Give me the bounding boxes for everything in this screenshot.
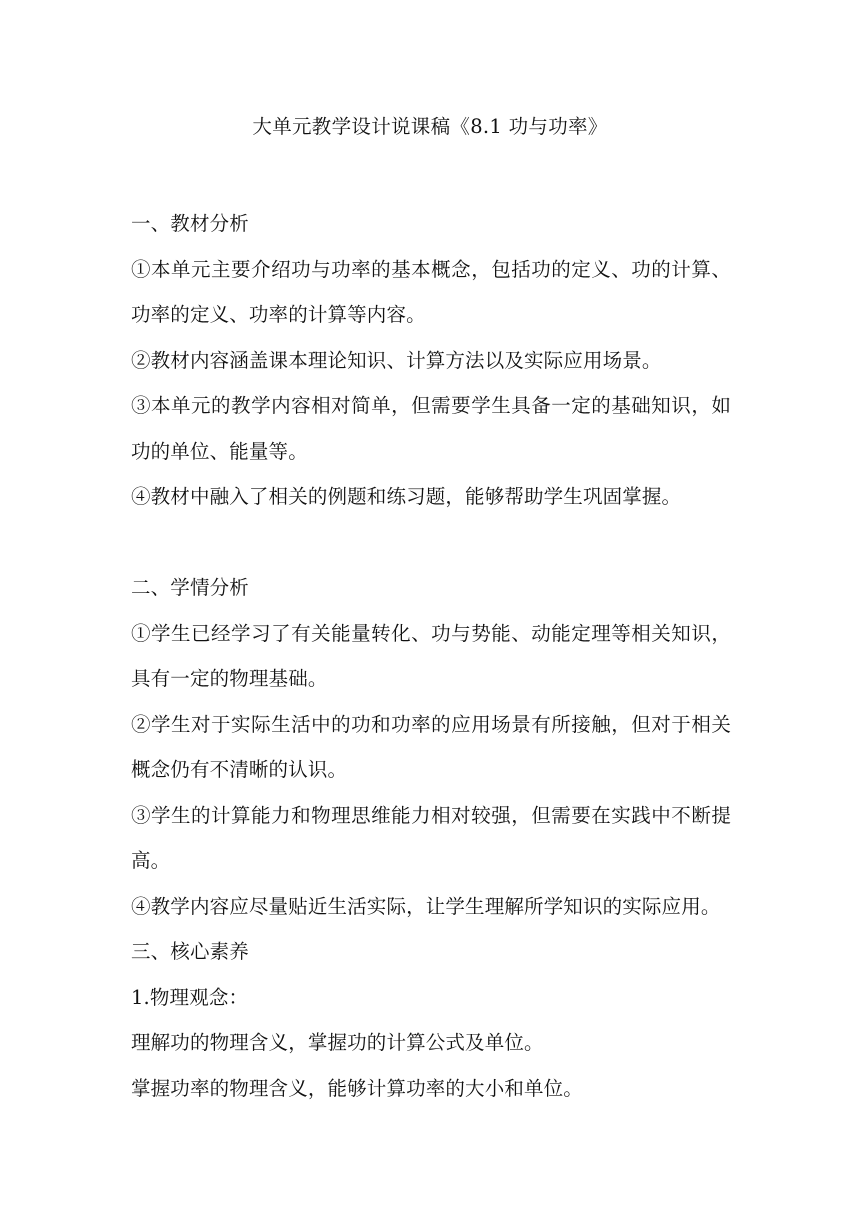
textbook-analysis-item-2: ②教材内容涵盖课本理论知识、计算方法以及实际应用场景。 [131, 348, 662, 372]
section-heading-learner-analysis: 二、学情分析 [131, 576, 249, 599]
textbook-analysis-item-4: ④教材中融入了相关的例题和练习题，能够帮助学生巩固掌握。 [131, 485, 682, 508]
learner-analysis-item-3: ③学生的计算能力和物理思维能力相对较强，但需要在实践中不断提高。 [131, 803, 731, 872]
core-literacy-item-2: 掌握功率的物理含义，能够计算功率的大小和单位。 [131, 1076, 583, 1100]
section-heading-core-literacy: 三、核心素养 [131, 940, 249, 963]
core-literacy-item-1: 理解功的物理含义，掌握功的计算公式及单位。 [131, 1031, 544, 1054]
learner-analysis-item-4: ④教学内容应尽量贴近生活实际，让学生理解所学知识的实际应用。 [131, 894, 721, 918]
core-literacy-subheading: 1.物理观念： [131, 985, 249, 1009]
blank-line [131, 520, 731, 566]
textbook-analysis-item-3: ③本单元的教学内容相对简单，但需要学生具备一定的基础知识，如功的单位、能量等。 [131, 394, 731, 463]
learner-analysis-item-1: ①学生已经学习了有关能量转化、功与势能、动能定理等相关知识，具有一定的物理基础。 [131, 621, 731, 690]
document-body [131, 201, 731, 1111]
textbook-analysis-item-1: ①本单元主要介绍功与功率的基本概念，包括功的定义、功的计算、功率的定义、功率的计算等内容。 [131, 257, 731, 326]
document-title: 大单元教学设计说课稿《8.1 功与功率》 [252, 115, 608, 138]
section-heading-textbook-analysis: 一、教材分析 [131, 212, 249, 235]
learner-analysis-item-2: ②学生对于实际生活中的功和功率的应用场景有所接触，但对于相关概念仍有不清晰的认识。 [131, 712, 731, 781]
